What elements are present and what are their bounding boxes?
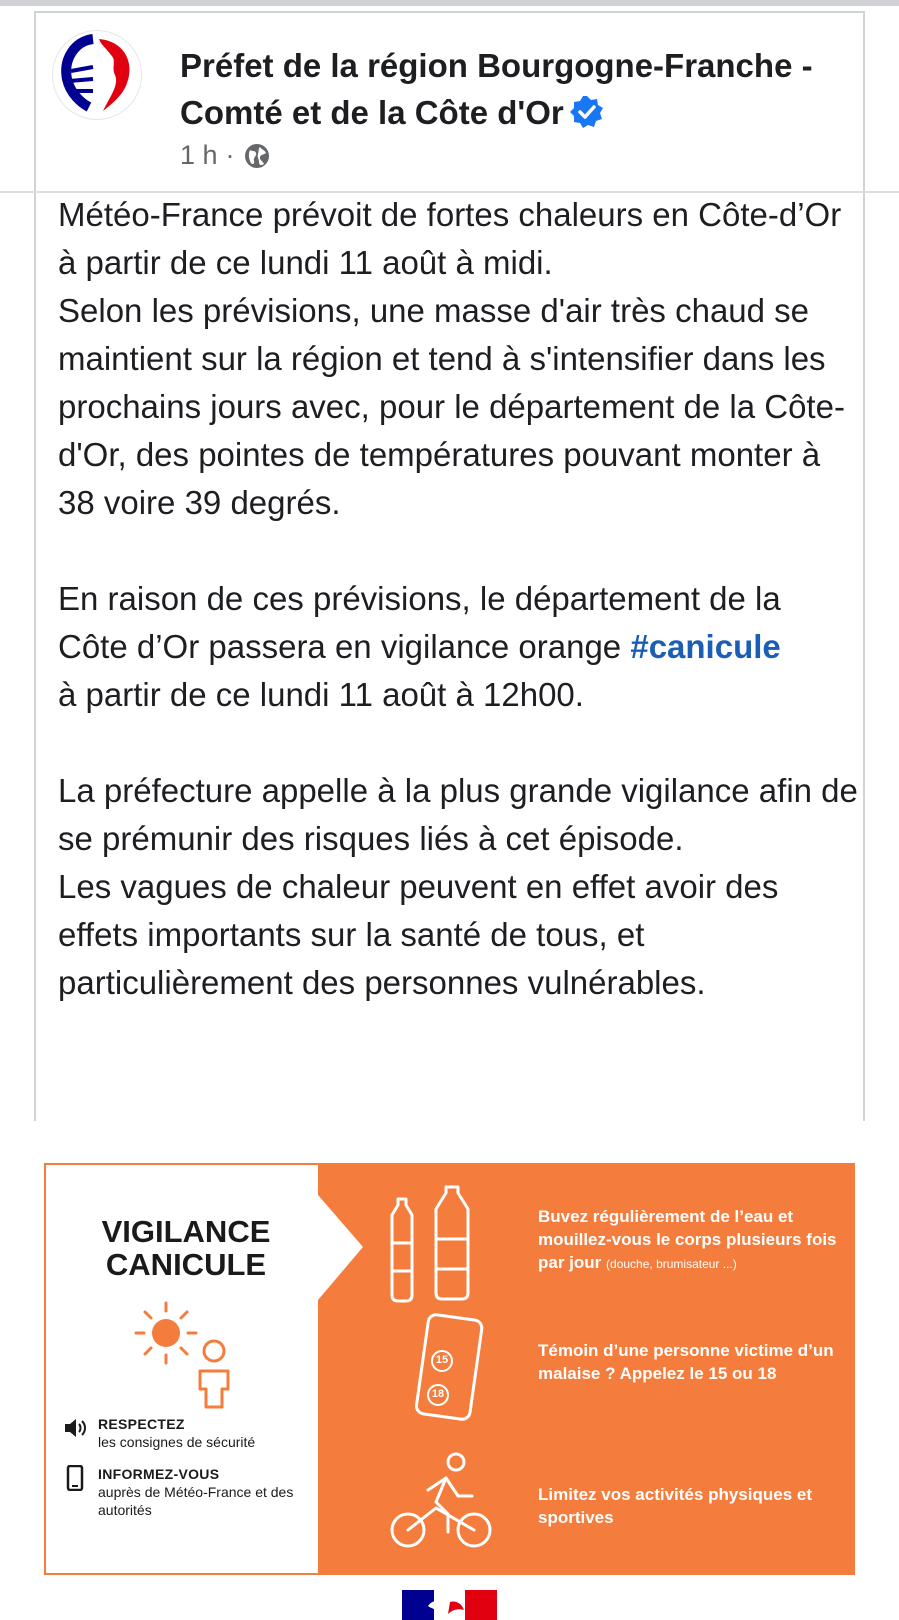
post-meta — [180, 140, 271, 171]
poster-title-line2: CANICULE — [105, 1247, 267, 1282]
smartphone-icon — [62, 1465, 88, 1491]
phone-number-18: 18 — [431, 1388, 445, 1400]
hashtag-link[interactable]: #canicule — [630, 628, 781, 665]
post-body — [58, 191, 858, 1007]
poster-title-line1: VIGILANCE — [101, 1214, 271, 1249]
cyclist-icon — [386, 1450, 496, 1550]
advice-water — [538, 1205, 848, 1276]
post-paragraph: à partir de ce lundi 11 août à 12h00. — [58, 676, 584, 713]
advice-water-text: Buvez régulièrement de l’eau et mouillez-vous le corps plusieurs fois par jour — [538, 1207, 837, 1272]
respect-title: RESPECTEZ — [98, 1416, 185, 1432]
verified-badge-icon — [570, 95, 604, 129]
post-paragraph: Les vagues de chaleur peuvent en effet avoir des effets importants sur la santé de tous, et particulièrement des personnes vulnérables. — [58, 868, 779, 1001]
inform-text: auprès de Météo-France et des autorités — [98, 1484, 294, 1518]
post-text: En raison de ces prévisions, le département de la Côte d’Or passera en vigilance orange — [58, 580, 781, 665]
marianne-logo-icon — [53, 31, 142, 120]
post-paragraph: Selon les prévisions, une masse d'air très chaud se maintient sur la région et tend à s'intensifier dans les prochains jours avec, pour le département de la Côte-d'Or, des pointes de températures pouvant monter à 38 voire 39 degrés. — [58, 292, 845, 521]
advice-emergency: Témoin d’une personne victime d’un malaise ? Appelez le 15 ou 18 — [538, 1341, 834, 1383]
post-paragraph: Météo-France prévoit de fortes chaleurs en Côte-d’Or à partir de ce lundi 11 août à midi. — [58, 196, 842, 281]
respect-text: les consignes de sécurité — [98, 1434, 256, 1450]
poster-arrow-notch — [318, 1195, 368, 1300]
post-time[interactable]: 1 h — [180, 140, 218, 170]
emergency-phone-icon — [414, 1313, 484, 1423]
top-divider — [0, 0, 899, 6]
phone-outline-icon — [414, 1313, 484, 1423]
poster-title — [86, 1215, 286, 1281]
republique-francaise-flag-icon — [402, 1590, 497, 1620]
post-paragraph: La préfecture appelle à la plus grande vigilance afin de se prémunir des risques liés à cet épisode. — [58, 772, 858, 857]
vigilance-poster-image[interactable] — [44, 1163, 855, 1575]
phone-number-15: 15 — [435, 1354, 449, 1366]
public-globe-icon[interactable] — [243, 142, 271, 170]
page-avatar[interactable] — [52, 30, 142, 120]
water-bottles-icon — [386, 1185, 481, 1305]
page-name[interactable] — [180, 42, 860, 136]
sun-person-icon — [126, 1293, 256, 1413]
speaker-icon — [62, 1415, 88, 1441]
post-paragraph — [58, 575, 858, 671]
page-name-text[interactable]: Préfet de la région Bourgogne-Franche -Comté et de la Côte d'Or — [180, 47, 813, 131]
inform-bullet — [62, 1465, 298, 1519]
meta-separator: · — [225, 140, 235, 170]
inform-title: INFORMEZ-VOUS — [98, 1466, 220, 1482]
advice-activity: Limitez vos activités physiques et sportives — [538, 1485, 812, 1527]
respect-bullet — [62, 1415, 255, 1451]
advice-water-note: (douche, brumisateur ...) — [606, 1257, 737, 1271]
